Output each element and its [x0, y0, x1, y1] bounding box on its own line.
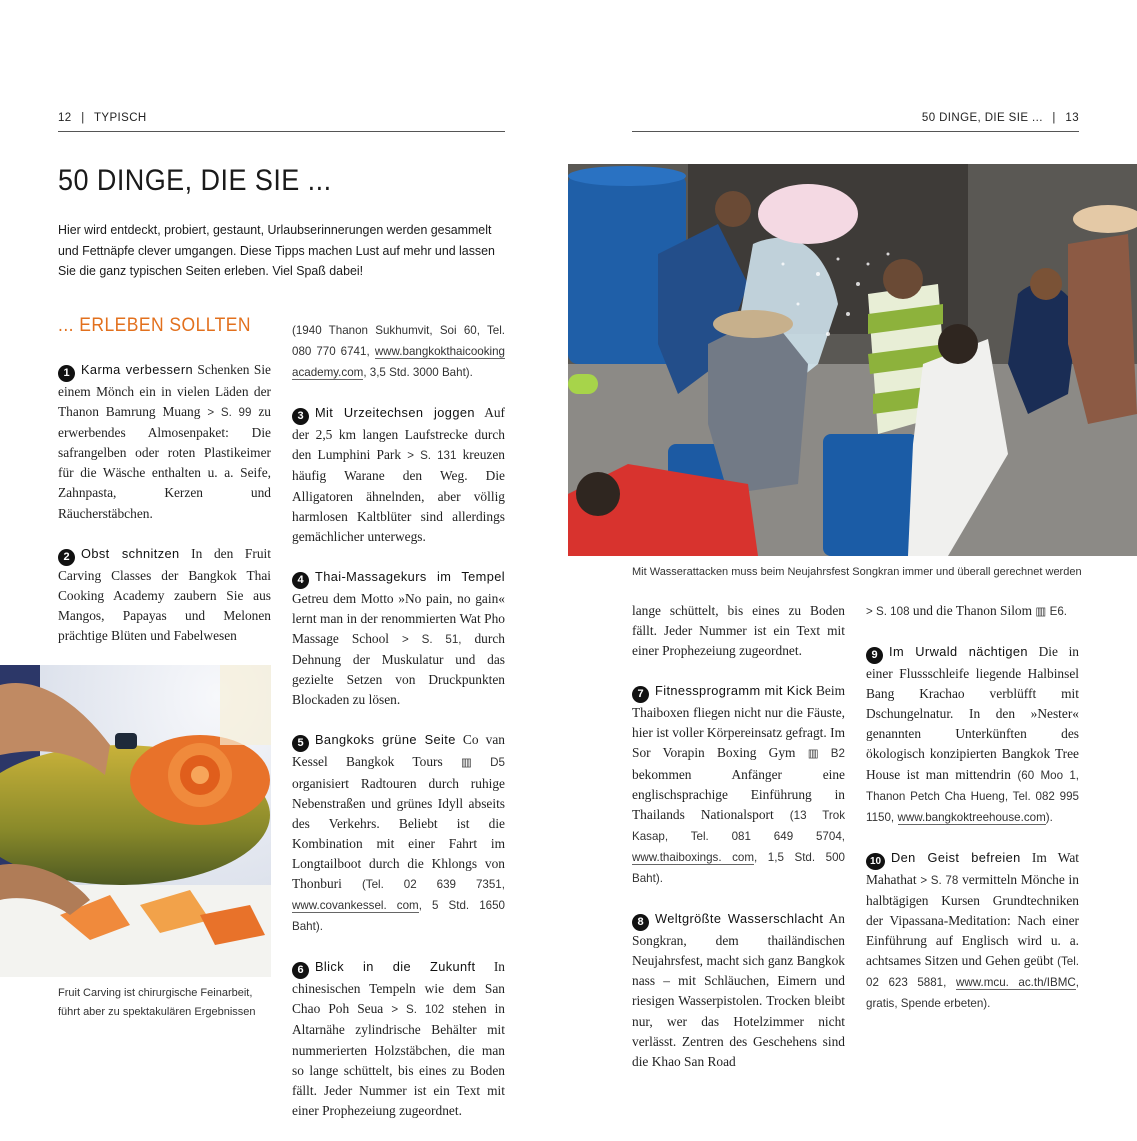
intro-text: Hier wird entdeckt, probiert, gestaunt, Urlaubserinnerungen werden gesammelt und Fettnäpfe clever umgangen. Diese Tipps machen Lust auf mehr und lassen Sie die ganz typischen Seiten erleben. Viel Spaß dabei!: [58, 222, 495, 278]
list-item: 6 Blick in die Zukunft In chinesischen Tempeln wie dem San Chao Poh Seua > S. 102 stehen in Altarnähe zylindrische Behälter mit nummerierten Holzstäbchen, die man so lange schüttelt, bis eines zu Boden fällt. Jeder Nummer ist ein Text mit einer Prophezeiung zugeordnet.: [292, 959, 505, 1118]
list-item: 8 Weltgrößte Wasserschlacht An Songkran, dem thailändischen Neujahrsfest, macht sich ganz Bangkok nass – mit Schläuchen, Eimern und riesigen Wasserpistolen. Trocken bleibt nur, wer das Hotelzimmer nicht verlässt. Zentren des Geschehens sind die Khao San Road: [632, 911, 846, 1069]
map-reference: ▥ D5: [461, 756, 505, 770]
page-reference: > S. 102: [391, 1003, 445, 1017]
item-number-badge: 6: [292, 962, 309, 979]
page-title: 50 DINGE, DIE SIE ...: [58, 164, 332, 197]
item-number-badge: 5: [292, 735, 309, 752]
website-link[interactable]: www.bangkoktreehouse.com: [897, 810, 1046, 824]
map-icon: ▥: [461, 756, 472, 770]
item-info: (60 Moo 1, Thanon Petch Cha Hueng, Tel. 082 995 1150,: [866, 768, 1079, 824]
item-number-badge: 7: [632, 686, 649, 703]
column-4: [866, 601, 1079, 1035]
page-number-left: 12: [58, 112, 72, 124]
page-reference: > S. 131: [407, 449, 457, 463]
map-icon: ▥: [807, 747, 819, 761]
item-number-badge: 2: [58, 549, 75, 566]
item-heading: Mit Urzeitechsen joggen: [315, 405, 475, 421]
songkran-illustration: [568, 164, 1137, 556]
list-item: 1 Karma verbessern Schenken Sie einem Mönch ein in vielen Läden der Thanon Bamrung Muang > S. 99 zu erwerbendes Almosenpaket: Die safrangelben oder roten Plastikeimer für die Wäsche enthalten u. a. Seife, Zahnpasta, Kerzen und Räucherstäbchen.: [58, 362, 271, 521]
item-number-badge: 9: [866, 647, 883, 664]
map-icon: ▥: [1035, 605, 1047, 618]
website-link[interactable]: www.thaiboxings. com: [632, 850, 755, 864]
running-header-section: TYPISCH: [93, 112, 147, 124]
column-3: [632, 601, 845, 1092]
page-reference: > S. 99: [207, 406, 252, 420]
page-reference: > S. 78: [920, 873, 959, 887]
running-header-right: 50 DINGE, DIE SIE ... | 13: [921, 112, 1079, 124]
header-rule-right: [632, 131, 1079, 132]
section-heading: ... ERLEBEN SOLLTEN: [58, 315, 251, 336]
list-item: 5 Bangkoks grüne Seite Co van Kessel Bangkok Tours ▥ D5 organisiert Radtouren durch ruhige Nebenstraßen und grünes Idyll abseits des Verkehrs. Beliebt ist die Kombination mit einer Fahrt im Longtailboot durch die Khlongs von Thonburi (Tel. 02 639 7351, www.covankessel. com, 5 Std. 1650 Baht).: [292, 732, 506, 934]
website-link[interactable]: www.covankessel. com: [292, 899, 419, 913]
item-heading: Weltgrößte Wasserschlacht: [655, 911, 824, 927]
fruit-carving-photo: [0, 665, 271, 977]
item-heading: Fitnessprogramm mit Kick: [655, 683, 813, 699]
list-item: 2 Obst schnitzen In den Fruit Carving Classes der Bangkok Thai Cooking Academy zaubern Sie aus Mangos, Papayas und Melonen prächtige Blüten und Fabelwesen: [58, 545, 271, 643]
fruit-carving-illustration: [0, 665, 271, 977]
item-info: (Tel. 02 639 7351,: [361, 877, 505, 891]
item-heading: Den Geist befreien: [891, 849, 1021, 865]
running-header-title: 50 DINGE, DIE SIE ...: [921, 112, 1043, 124]
item-heading: Blick in die Zukunft: [315, 959, 476, 975]
page-number-right: 13: [1065, 112, 1079, 124]
item-info: (Tel. 02 623 5881,: [866, 955, 1079, 990]
list-item: 3 Mit Urzeitechsen joggen Auf der 2,5 km langen Laufstrecke durch den Lumphini Park > S. 131 kreuzen häufig Warane den Weg. Die Alligatoren ähnelnden, aber völlig harmlosen Kaltblüter sind allerdings gemächlicher unterwegs.: [292, 405, 506, 544]
item-heading: Im Urwald nächtigen: [889, 644, 1028, 660]
list-item: 4 Thai-Massagekurs im Tempel Getreu dem Motto »No pain, no gain« lernt man in der renommierten Wat Pho Massage School > S. 51, durch Dehnung der Muskulatur und das gezielte Setzen von Druckpunkten Blockaden zu lösen.: [292, 568, 505, 708]
item-heading: Obst schnitzen: [81, 545, 180, 561]
list-item: 9 Im Urwald nächtigen Die in einer Flussschleife liegende Halbinsel Bang Krachao verblüfft mit Dschungelnatur. In den »Nester« genannten Unterkünften des ökologisch konzipierten Bangkok Tree House ist man mittendrin (60 Moo 1, Thanon Petch Cha Hueng, Tel. 082 995 1150, www.bangkoktreehouse.com).: [866, 644, 1079, 824]
list-item-continuation: > S. 108 und die Thanon Silom ▥ E6.: [866, 603, 1067, 618]
item-heading: Thai-Massagekurs im Tempel: [315, 568, 505, 584]
item-number-badge: 4: [292, 572, 309, 589]
songkran-photo: [568, 164, 1137, 556]
list-item-continuation: lange schüttelt, bis eines zu Boden fällt. Jeder Nummer ist ein Text mit einer Prophezeiung zugeordnet.: [632, 603, 845, 659]
map-reference: ▥ B2: [807, 747, 845, 761]
item-info: (13 Trok Kasap, Tel. 081 649 5704,: [632, 808, 845, 843]
fruit-carving-caption: Fruit Carving ist chirurgische Feinarbeit, führt aber zu spektakulären Ergebnissen: [58, 987, 256, 1018]
songkran-caption: Mit Wasserattacken muss beim Neujahrsfest Songkran immer und überall gerechnet werden: [632, 566, 1082, 578]
list-item: 7 Fitnessprogramm mit Kick Beim Thaiboxen fliegen nicht nur die Fäuste, hier ist voller Körpereinsatz gefragt. Im Sor Vorapin Boxing Gym ▥ B2 bekommen Anfänger eine englischsprachige Einführung in Thailands Nationalsport (13 Trok Kasap, Tel. 081 649 5704, www.thaiboxings. com, 1,5 Std. 500 Baht).: [632, 683, 845, 886]
item-info: (1940 Thanon Sukhumvit, Soi 60, Tel. 080 770 6741,: [292, 324, 505, 359]
item-heading: Bangkoks grüne Seite: [315, 732, 456, 748]
website-link[interactable]: www.bangkokthaicooking academy.com: [292, 345, 505, 380]
website-link[interactable]: www.mcu. ac.th/IBMC: [956, 976, 1076, 990]
page-reference: > S. 108: [866, 605, 910, 618]
item-number-badge: 1: [58, 365, 75, 382]
header-rule-left: [58, 131, 505, 132]
running-header-left: 12 | TYPISCH: [58, 112, 147, 124]
page-reference: > S. 51,: [401, 633, 462, 647]
column-2: [292, 320, 505, 1141]
item-number-badge: 10: [866, 853, 885, 870]
column-1: [58, 360, 271, 666]
item-number-badge: 8: [632, 914, 649, 931]
map-reference: ▥ E6.: [1035, 605, 1067, 618]
item-heading: Karma verbessern: [81, 362, 194, 377]
item-number-badge: 3: [292, 408, 309, 425]
list-item-continuation: (1940 Thanon Sukhumvit, Soi 60, Tel. 080 770 6741, www.bangkokthaicooking academy.com, 3,5 Std. 3000 Baht).: [292, 324, 505, 380]
list-item: 10 Den Geist befreien Im Wat Mahathat > S. 78 vermitteln Mönche in halbtägigen Kursen Grundtechniken der Vipassana-Meditation: Nach einer Einführung auf Englisch wird u. a. achtsames Sitzen und Gehen geübt (Tel. 02 623 5881, www.mcu. ac.th/IBMC, gratis, Spende erbeten).: [866, 849, 1079, 1011]
